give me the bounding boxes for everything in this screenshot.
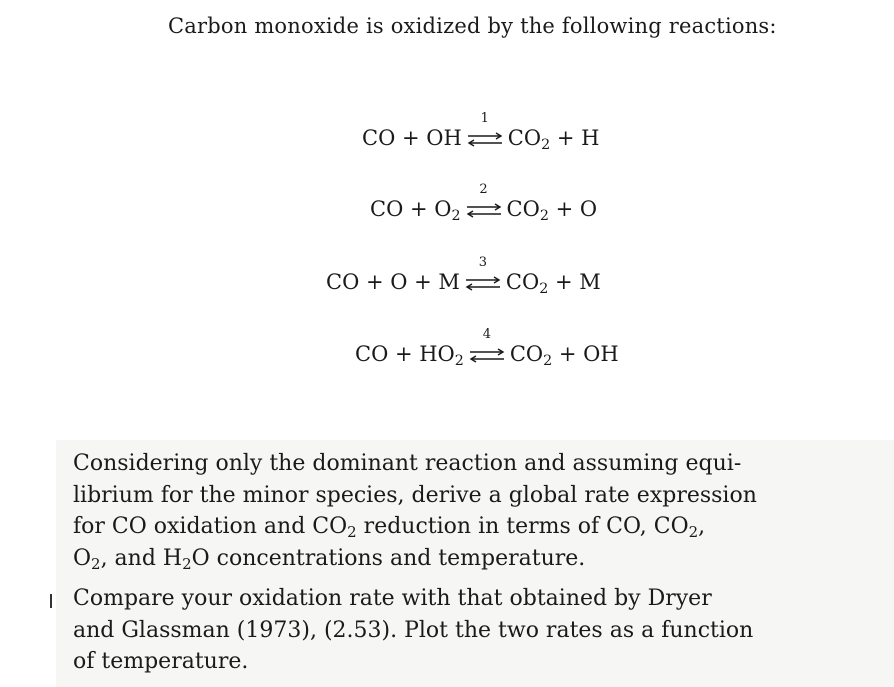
reaction-number: 4 [482, 327, 491, 342]
intro-text: Carbon monoxide is oxidized by the following reactions: [168, 14, 777, 38]
reaction-3 [326, 256, 601, 296]
reaction-number: 2 [479, 182, 488, 197]
reaction-3-lhs: CO + O + M [326, 270, 460, 294]
reaction-4 [355, 328, 619, 368]
reaction-1 [362, 112, 599, 152]
reaction-1-rhs: $CO_2 + H$ [507, 126, 600, 153]
reaction-number: 1 [480, 111, 489, 126]
paragraph-2-line-2: and Glassman (1973), (2.53). Plot the two rates as a function [73, 617, 754, 643]
reaction-2 [370, 183, 597, 223]
reaction-4-lhs: CO + $HO_2$ [355, 342, 464, 369]
reaction-1-lhs: CO + OH [362, 126, 462, 150]
paragraph-1-line-1: Considering only the dominant reaction and assuming equi- [73, 451, 742, 476]
problem-paragraph-1 [73, 448, 793, 574]
reaction-number: 3 [478, 255, 488, 270]
equilibrium-arrow-icon [464, 112, 506, 152]
paragraph-1-line-3: for CO oxidation and $CO_2$ reduction in terms of CO, $CO_2$, [73, 514, 706, 542]
paragraph-2-line-3: of temperature. [73, 649, 249, 674]
reaction-2-lhs: CO + $O_2$ [370, 197, 461, 224]
equilibrium-arrow-icon [463, 183, 505, 223]
reaction-4-rhs: $CO_2$ + OH [509, 342, 619, 369]
paragraph-2-line-1: Compare your oxidation rate with that obtained by Dryer [73, 586, 712, 611]
reaction-2-rhs: $CO_2 + O$ [506, 197, 598, 224]
margin-marker [50, 594, 52, 608]
problem-paragraph-2 [73, 583, 793, 678]
equilibrium-arrow-icon [462, 256, 504, 296]
equilibrium-arrow-icon [466, 328, 508, 368]
paragraph-1-line-4: $O_2$, and $H_2O$ concentrations and temperature. [73, 545, 586, 573]
paragraph-1-line-2: librium for the minor species, derive a global rate expression [73, 482, 757, 508]
reaction-3-rhs: $CO_2 + M$ [505, 270, 601, 297]
